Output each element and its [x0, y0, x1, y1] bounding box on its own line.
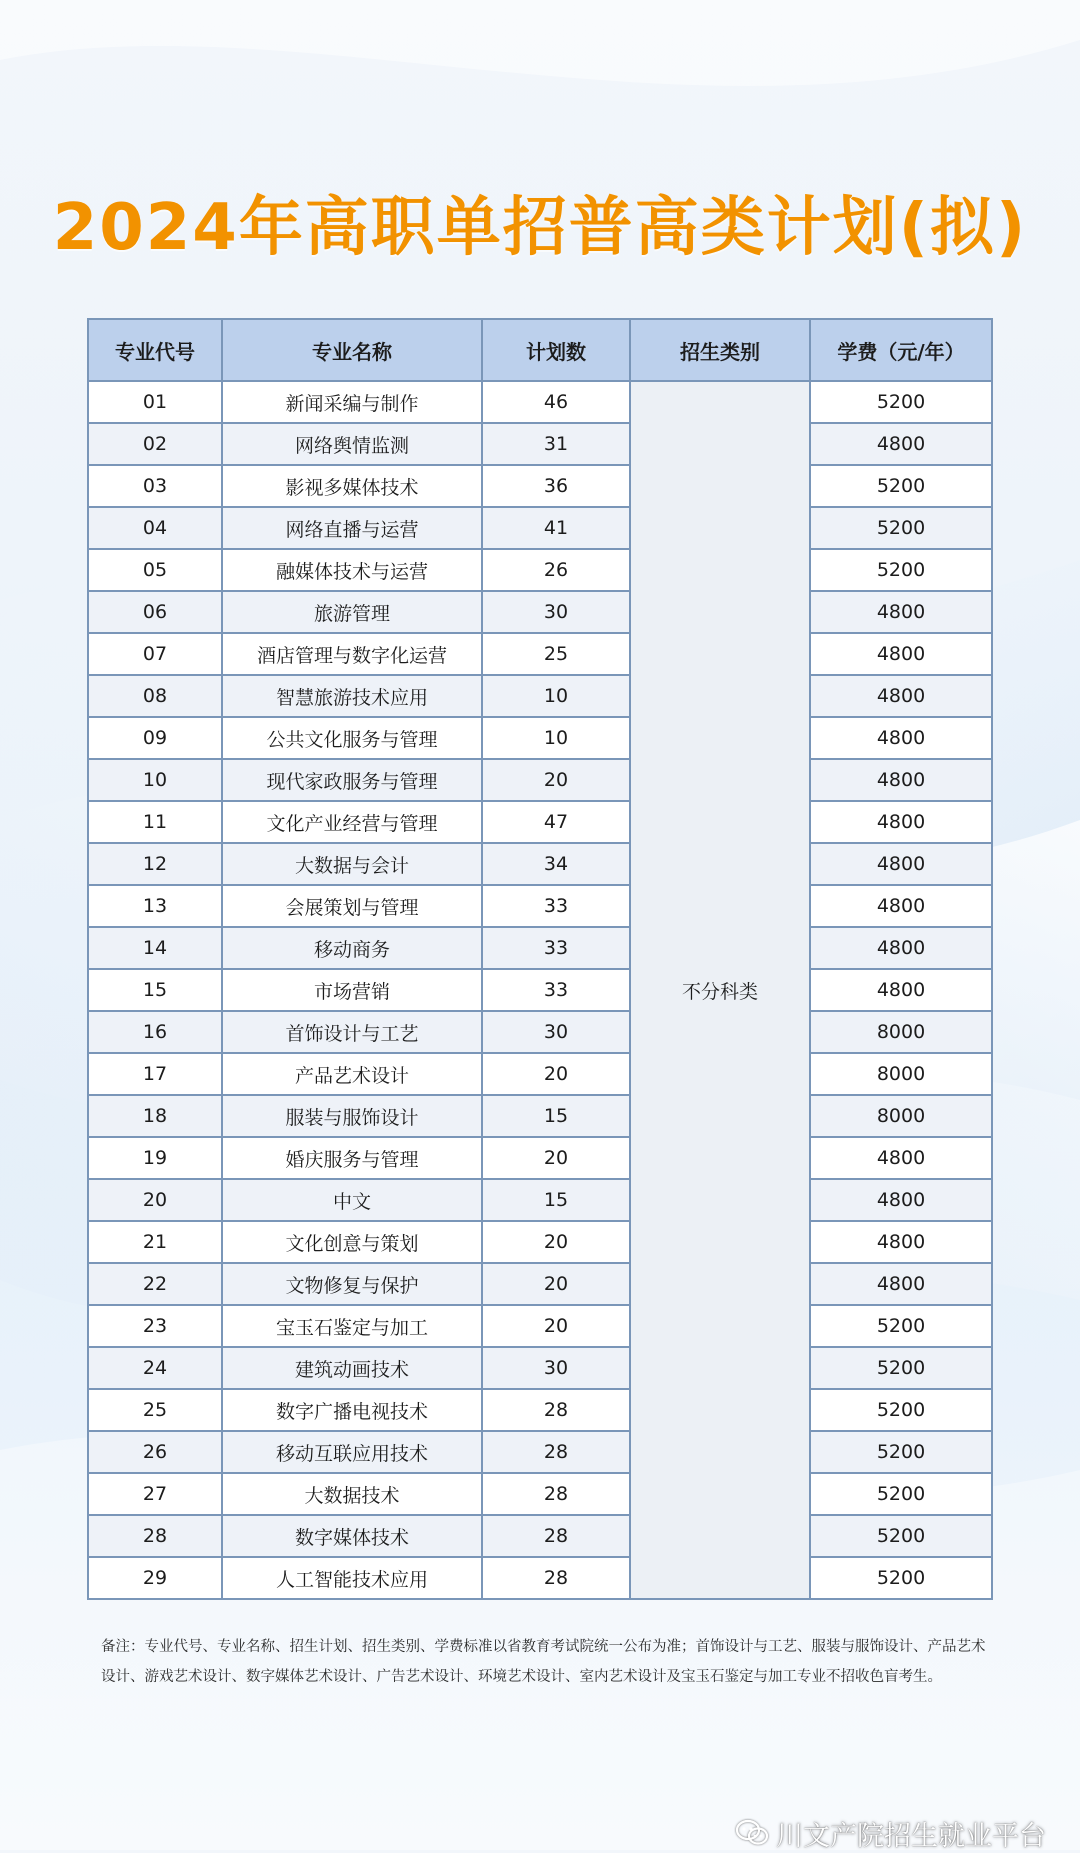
major-name-cell: 融媒体技术与运营 [222, 549, 482, 591]
major-code-cell: 20 [88, 1179, 222, 1221]
major-name-cell: 宝玉石鉴定与加工 [222, 1305, 482, 1347]
tuition-cell: 4800 [810, 843, 992, 885]
major-code-cell: 17 [88, 1053, 222, 1095]
major-code-cell: 07 [88, 633, 222, 675]
major-code-cell: 03 [88, 465, 222, 507]
plan-count-cell: 20 [482, 1221, 630, 1263]
table-row [88, 717, 992, 759]
header-major-code: 专业代号 [88, 319, 222, 381]
major-code-cell: 01 [88, 381, 222, 423]
major-name-cell: 产品艺术设计 [222, 1053, 482, 1095]
plan-count-cell: 30 [482, 1347, 630, 1389]
plan-count-cell: 26 [482, 549, 630, 591]
major-name-cell: 数字媒体技术 [222, 1515, 482, 1557]
tuition-cell: 4800 [810, 1137, 992, 1179]
table-row [88, 1389, 992, 1431]
footnote: 备注：专业代号、专业名称、招生计划、招生类别、学费标准以省教育考试院统一公布为准；首饰设计与工艺、服装与服饰设计、产品艺术设计、游戏艺术设计、数字媒体艺术设计、广告艺术设计、环境艺术设计、室内艺术设计及宝玉石鉴定与加工专业不招收色盲考生。 [101, 1639, 986, 1685]
major-name-cell: 网络直播与运营 [222, 507, 482, 549]
major-name-cell: 婚庆服务与管理 [222, 1137, 482, 1179]
tuition-cell: 8000 [810, 1053, 992, 1095]
table-row [88, 759, 992, 801]
major-name-cell: 网络舆情监测 [222, 423, 482, 465]
major-name-cell: 影视多媒体技术 [222, 465, 482, 507]
tuition-cell: 4800 [810, 969, 992, 1011]
tuition-cell: 4800 [810, 759, 992, 801]
table-row [88, 1137, 992, 1179]
major-code-cell: 14 [88, 927, 222, 969]
header-enrollment-category: 招生类别 [630, 319, 810, 381]
header-plan-count: 计划数 [482, 319, 630, 381]
table-row [88, 465, 992, 507]
table-header-row [88, 319, 992, 381]
page-title: 2024年高职单招普高类计划(拟) [52, 191, 1028, 265]
table-row [88, 381, 992, 423]
major-name-cell: 旅游管理 [222, 591, 482, 633]
tuition-cell: 4800 [810, 423, 992, 465]
plan-count-cell: 28 [482, 1515, 630, 1557]
plan-count-cell: 28 [482, 1557, 630, 1599]
table-row [88, 969, 992, 1011]
major-code-cell: 08 [88, 675, 222, 717]
major-code-cell: 04 [88, 507, 222, 549]
tuition-cell: 5200 [810, 465, 992, 507]
major-code-cell: 11 [88, 801, 222, 843]
tuition-cell: 5200 [810, 1305, 992, 1347]
table-row [88, 1515, 992, 1557]
table-row [88, 1095, 992, 1137]
major-code-cell: 26 [88, 1431, 222, 1473]
tuition-cell: 5200 [810, 1347, 992, 1389]
tuition-cell: 5200 [810, 549, 992, 591]
major-code-cell: 05 [88, 549, 222, 591]
table-row [88, 1011, 992, 1053]
major-name-cell: 酒店管理与数字化运营 [222, 633, 482, 675]
major-code-cell: 18 [88, 1095, 222, 1137]
major-name-cell: 建筑动画技术 [222, 1347, 482, 1389]
table-row [88, 1431, 992, 1473]
major-name-cell: 服装与服饰设计 [222, 1095, 482, 1137]
major-name-cell: 公共文化服务与管理 [222, 717, 482, 759]
plan-count-cell: 25 [482, 633, 630, 675]
tuition-cell: 4800 [810, 717, 992, 759]
plan-count-cell: 30 [482, 591, 630, 633]
major-code-cell: 21 [88, 1221, 222, 1263]
plan-count-cell: 47 [482, 801, 630, 843]
plan-count-cell: 34 [482, 843, 630, 885]
tuition-cell: 4800 [810, 1221, 992, 1263]
major-code-cell: 13 [88, 885, 222, 927]
table-row [88, 1221, 992, 1263]
table-row [88, 633, 992, 675]
table-row [88, 885, 992, 927]
header-major-name: 专业名称 [222, 319, 482, 381]
table-row [88, 843, 992, 885]
plan-count-cell: 46 [482, 381, 630, 423]
major-code-cell: 10 [88, 759, 222, 801]
plan-count-cell: 33 [482, 969, 630, 1011]
table-row [88, 801, 992, 843]
enrollment-plan-table [87, 318, 993, 1600]
watermark-text: 川文产院招生就业平台 [776, 1820, 1046, 1852]
table-row [88, 675, 992, 717]
wechat-watermark [734, 1818, 1046, 1852]
major-name-cell: 智慧旅游技术应用 [222, 675, 482, 717]
major-name-cell: 现代家政服务与管理 [222, 759, 482, 801]
major-code-cell: 28 [88, 1515, 222, 1557]
tuition-cell: 4800 [810, 1263, 992, 1305]
table-row [88, 1263, 992, 1305]
tuition-cell: 8000 [810, 1011, 992, 1053]
major-name-cell: 会展策划与管理 [222, 885, 482, 927]
plan-count-cell: 28 [482, 1431, 630, 1473]
major-code-cell: 15 [88, 969, 222, 1011]
table-row [88, 423, 992, 465]
plan-count-cell: 15 [482, 1095, 630, 1137]
major-code-cell: 02 [88, 423, 222, 465]
tuition-cell: 5200 [810, 507, 992, 549]
table-row [88, 1473, 992, 1515]
plan-count-cell: 10 [482, 675, 630, 717]
tuition-cell: 5200 [810, 1389, 992, 1431]
tuition-cell: 4800 [810, 801, 992, 843]
plan-count-cell: 20 [482, 1137, 630, 1179]
major-code-cell: 27 [88, 1473, 222, 1515]
tuition-cell: 5200 [810, 1431, 992, 1473]
major-name-cell: 文化产业经营与管理 [222, 801, 482, 843]
major-name-cell: 大数据技术 [222, 1473, 482, 1515]
table-row [88, 507, 992, 549]
tuition-cell: 5200 [810, 1515, 992, 1557]
tuition-cell: 4800 [810, 927, 992, 969]
enrollment-plan-table-container [87, 318, 991, 1600]
plan-count-cell: 33 [482, 885, 630, 927]
plan-count-cell: 20 [482, 1263, 630, 1305]
plan-count-cell: 20 [482, 1053, 630, 1095]
plan-count-cell: 28 [482, 1389, 630, 1431]
table-row [88, 591, 992, 633]
major-name-cell: 数字广播电视技术 [222, 1389, 482, 1431]
table-row [88, 1053, 992, 1095]
plan-count-cell: 10 [482, 717, 630, 759]
major-code-cell: 16 [88, 1011, 222, 1053]
tuition-cell: 5200 [810, 1473, 992, 1515]
table-row [88, 1179, 992, 1221]
major-code-cell: 29 [88, 1557, 222, 1599]
major-name-cell: 新闻采编与制作 [222, 381, 482, 423]
tuition-cell: 4800 [810, 633, 992, 675]
plan-count-cell: 31 [482, 423, 630, 465]
header-tuition: 学费（元/年） [810, 319, 992, 381]
major-name-cell: 移动互联应用技术 [222, 1431, 482, 1473]
table-row [88, 1557, 992, 1599]
plan-count-cell: 20 [482, 759, 630, 801]
table-row [88, 1347, 992, 1389]
major-code-cell: 12 [88, 843, 222, 885]
major-code-cell: 06 [88, 591, 222, 633]
major-name-cell: 大数据与会计 [222, 843, 482, 885]
tuition-cell: 4800 [810, 885, 992, 927]
plan-count-cell: 15 [482, 1179, 630, 1221]
tuition-cell: 8000 [810, 1095, 992, 1137]
tuition-cell: 4800 [810, 591, 992, 633]
plan-count-cell: 41 [482, 507, 630, 549]
major-code-cell: 24 [88, 1347, 222, 1389]
major-code-cell: 09 [88, 717, 222, 759]
major-name-cell: 市场营销 [222, 969, 482, 1011]
major-name-cell: 首饰设计与工艺 [222, 1011, 482, 1053]
tuition-cell: 5200 [810, 1557, 992, 1599]
plan-count-cell: 20 [482, 1305, 630, 1347]
major-name-cell: 文化创意与策划 [222, 1221, 482, 1263]
plan-count-cell: 36 [482, 465, 630, 507]
table-row [88, 927, 992, 969]
table-row [88, 549, 992, 591]
major-name-cell: 中文 [222, 1179, 482, 1221]
major-name-cell: 文物修复与保护 [222, 1263, 482, 1305]
wechat-icon [734, 1818, 770, 1848]
tuition-cell: 4800 [810, 1179, 992, 1221]
table-row [88, 1305, 992, 1347]
major-code-cell: 22 [88, 1263, 222, 1305]
major-code-cell: 23 [88, 1305, 222, 1347]
major-name-cell: 移动商务 [222, 927, 482, 969]
plan-count-cell: 28 [482, 1473, 630, 1515]
major-code-cell: 25 [88, 1389, 222, 1431]
tuition-cell: 5200 [810, 381, 992, 423]
tuition-cell: 4800 [810, 675, 992, 717]
table-body [88, 381, 992, 1599]
major-name-cell: 人工智能技术应用 [222, 1557, 482, 1599]
plan-count-cell: 30 [482, 1011, 630, 1053]
plan-count-cell: 33 [482, 927, 630, 969]
enrollment-category-cell: 不分科类 [630, 381, 810, 1599]
major-code-cell: 19 [88, 1137, 222, 1179]
